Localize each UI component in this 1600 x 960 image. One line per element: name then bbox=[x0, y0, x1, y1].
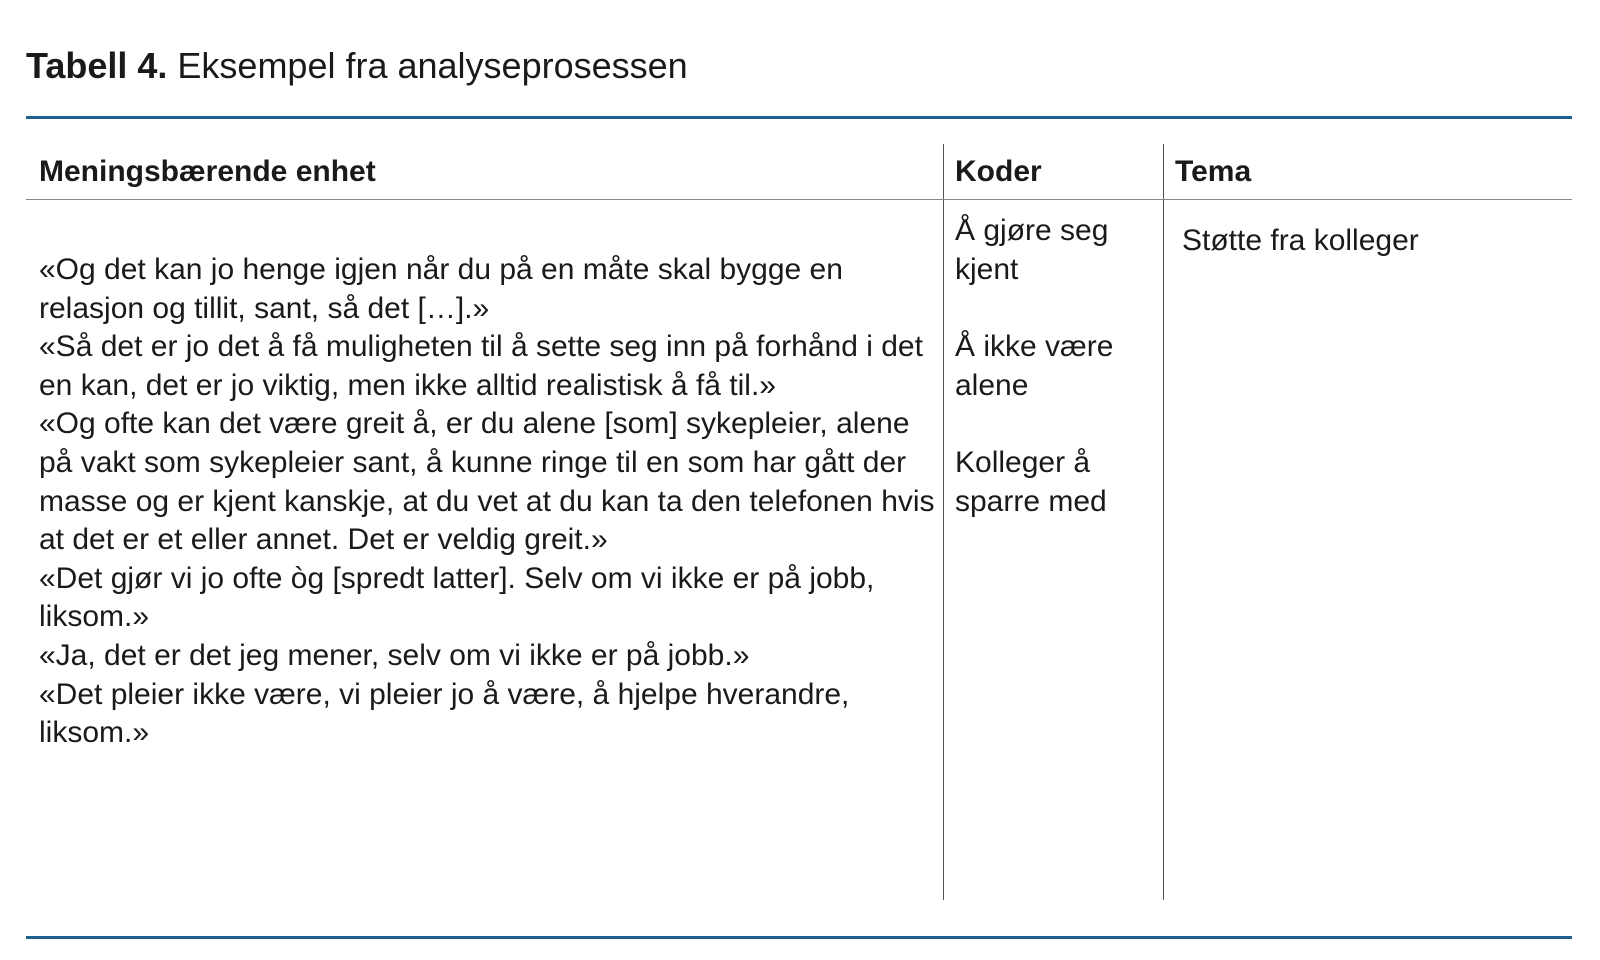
meaning-unit: «Det pleier ikke være, vi pleier jo å være, å hjelpe hverandre, liksom.» bbox=[39, 677, 850, 750]
codes-cell bbox=[955, 212, 1155, 561]
code-item: Å gjøre seg kjent bbox=[955, 214, 1109, 286]
theme-cell: Støtte fra kolleger bbox=[1182, 224, 1419, 257]
units-cell bbox=[39, 251, 939, 753]
table-caption bbox=[26, 44, 688, 88]
bottom-rule bbox=[26, 936, 1572, 939]
caption-label: Tabell 4. bbox=[26, 45, 168, 86]
header-codes: Koder bbox=[955, 155, 1042, 188]
caption-text: Eksempel fra analyseprosessen bbox=[177, 45, 688, 86]
meaning-unit: «Så det er jo det å få muligheten til å sette seg inn på forhånd i det en kan, det er jo viktig, men ikke alltid realistisk å få til.» bbox=[39, 330, 923, 402]
header-theme: Tema bbox=[1175, 155, 1252, 188]
code-item: Å ikke være alene bbox=[955, 330, 1114, 402]
meaning-unit: «Det gjør vi jo ofte òg [spredt latter]. Selv om vi ikke er på jobb, liksom.» bbox=[39, 561, 875, 634]
top-rule bbox=[26, 116, 1572, 119]
header-units: Meningsbærende enhet bbox=[39, 155, 376, 188]
meaning-unit: «Og det kan jo henge igjen når du på en måte skal bygge en relasjon og tillit, sant, så det […].» bbox=[39, 253, 843, 325]
column-divider bbox=[943, 144, 944, 900]
meaning-unit: «Og ofte kan det være greit å, er du alene [som] sykepleier, alene på vakt som sykepleier sant, å kunne ringe til en som har gått der masse og er kjent kanskje, at du vet at du kan ta den telefonen hvis at det er et eller annet. Det er veldig greit.» bbox=[39, 407, 935, 557]
meaning-unit: «Ja, det er det jeg mener, selv om vi ikke er på jobb.» bbox=[39, 638, 750, 672]
column-divider bbox=[1163, 144, 1164, 900]
header-divider bbox=[26, 199, 1572, 200]
code-item: Kolleger å sparre med bbox=[955, 446, 1107, 518]
